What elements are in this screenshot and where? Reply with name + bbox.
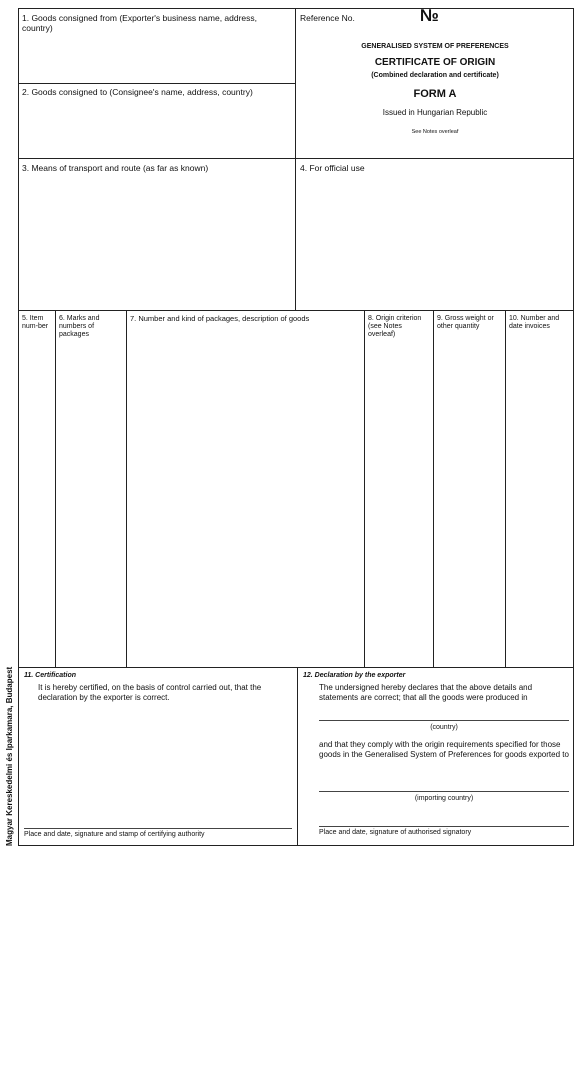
certificate-subtitle: (Combined declaration and certificate): [371, 72, 499, 79]
country-line: [319, 720, 569, 721]
column-divider-6-7: [126, 310, 127, 667]
reference-number-symbol: №: [420, 6, 439, 25]
divider-top-center: [295, 8, 296, 310]
column-7-header: 7. Number and kind of packages, description of goods: [130, 314, 310, 323]
column-divider-7-8: [364, 310, 365, 667]
column-divider-9-10: [505, 310, 506, 667]
divider-columns-bottom: [18, 667, 574, 668]
box1-label: 1. Goods consigned from (Exporter's business name, address, country): [22, 13, 258, 33]
box12-footer: Place and date, signature of authorised signatory: [319, 829, 472, 836]
form-a-heading: FORM A: [413, 88, 457, 100]
side-imprint-text: Magyar Kereskedelmi és Iparkamara, Budapest: [5, 666, 14, 846]
box11-footer: Place and date, signature and stamp of certifying authority: [24, 831, 205, 838]
column-6-header: 6. Marks and numbers of packages: [59, 315, 100, 338]
box3-label: 3. Means of transport and route (as far as known): [22, 163, 209, 173]
box4-label: 4. For official use: [300, 163, 365, 173]
issued-in: Issued in Hungarian Republic: [382, 108, 488, 117]
divider-bottom-center: [297, 667, 298, 846]
importing-country-line: [319, 791, 569, 792]
column-divider-5-6: [55, 310, 56, 667]
column-9-header: 9. Gross weight or other quantity: [437, 315, 494, 330]
side-imprint: [5, 666, 15, 1066]
reference-label: Reference No.: [300, 13, 355, 23]
box12-signature-line: [319, 826, 569, 827]
divider-top-columns: [18, 310, 574, 311]
column-8-header: 8. Origin criterion (see Notes overleaf): [368, 315, 422, 338]
see-notes: See Notes overleaf: [411, 129, 459, 135]
box12-title: 12. Declaration by the exporter: [303, 672, 406, 679]
box11-signature-line: [24, 828, 292, 829]
certificate-title: CERTIFICATE OF ORIGIN: [374, 57, 496, 68]
column-10-header: 10. Number and date invoices: [509, 315, 560, 330]
box2-label: 2. Goods consigned to (Consignee's name, address, country): [22, 87, 253, 97]
box12-text1: The undersigned hereby declares that the above details and statements are correct; that all the goods were produced in: [319, 683, 533, 702]
column-5-header: 5. Item num-ber: [22, 315, 49, 330]
importing-country-caption: (importing country): [414, 795, 474, 802]
divider-box1-box2: [18, 83, 295, 84]
gsp-heading: GENERALISED SYSTEM OF PREFERENCES: [361, 43, 509, 50]
column-divider-8-9: [433, 310, 434, 667]
box11-text: It is hereby certified, on the basis of control carried out, that the declaration by the exporter is correct.: [38, 683, 262, 702]
divider-box2-box3: [18, 158, 574, 159]
box11-title: 11. Certification: [24, 672, 76, 679]
country-caption: (country): [430, 724, 458, 731]
box12-text2: and that they comply with the origin requirements specified for those goods in the Generalised System of Preferences for goods exported to: [319, 740, 569, 759]
